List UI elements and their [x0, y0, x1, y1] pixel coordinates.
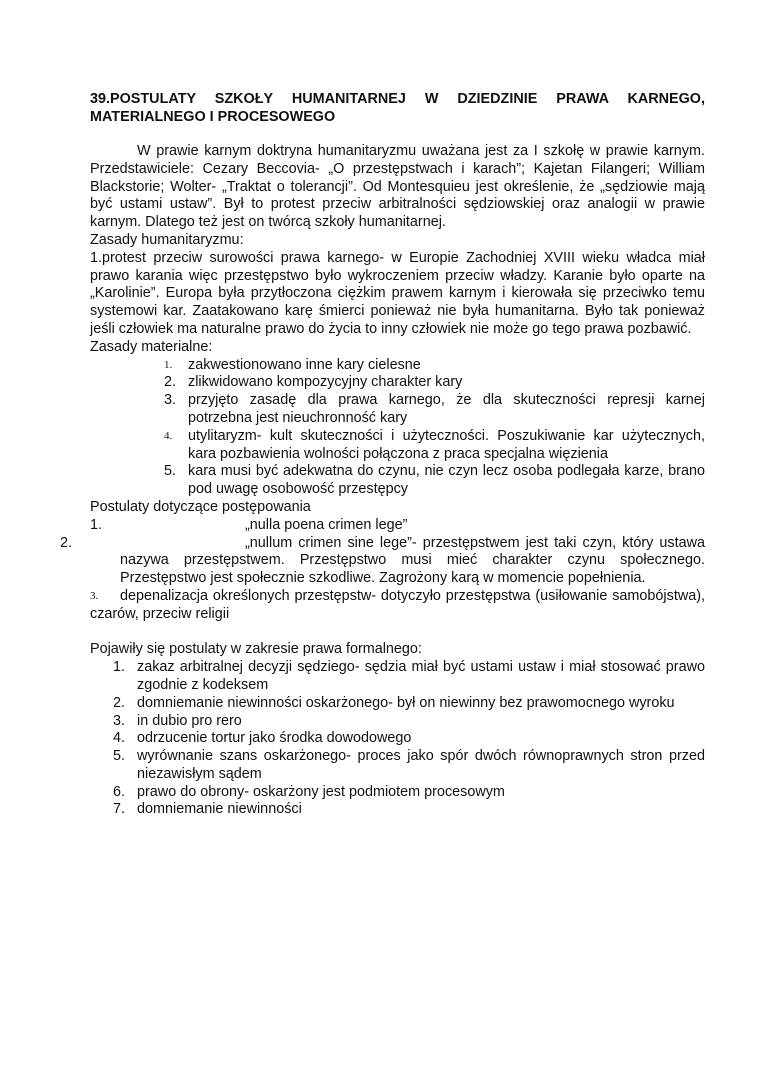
- document-title: 39.POSTULATY SZKOŁY HUMANITARNEJ W DZIEDZINIE PRAWA KARNEGO, MATERIALNEGO I PROCESOWEGO: [90, 91, 705, 125]
- list-item: 5. kara musi być adekwatna do czynu, nie czyn lecz osoba podlegała karze, brano pod uwagę osobowość przestępcy: [164, 463, 705, 498]
- humanitarianism-paragraph: 1.protest przeciw surowości prawa karnego- w Europie Zachodniej XVIII wieku władca miał prawo karania więc przestępstwo było wykroczeniem przeciw władzy. Karanie było oparte na „Karolinie”. Europa była przytłoczona ciężkim prawem karnym i kierowała się przeciwko temu systemowi kar. Zaatakowano karę śmierci ponieważ nie była humanitarna. Było tak ponieważ jeśli człowiek ma naturalne prawo do życia to inny człowiek nie może go tego prawa pozbawić.: [90, 249, 705, 337]
- list-item: 4. utylitaryzm- kult skuteczności i użyteczności. Poszukiwanie kar użytecznych, kara pozbawienia wolności połączona z praca specjalna więzienia: [164, 427, 705, 462]
- document-page: [60, 90, 705, 819]
- list-item: 4. odrzucenie tortur jako środka dowodowego: [113, 730, 412, 747]
- list-item: 3. przyjęto zasadę dla prawa karnego, że dla skuteczności represji karnej potrzebna jest nieuchronność kary: [164, 392, 705, 426]
- list-item: 1. zakwestionowano inne kary cielesne: [164, 356, 421, 373]
- list-item: 2. domniemanie niewinności oskarżonego- był on niewinny bez prawomocnego wyroku: [113, 694, 675, 711]
- procedure-item: 1. „nulla poena crimen lege”: [90, 516, 408, 533]
- humanitarianism-heading: Zasady humanitaryzmu:: [90, 231, 244, 248]
- list-item: 7. domniemanie niewinności: [113, 801, 302, 818]
- procedure-heading: Postulaty dotyczące postępowania: [90, 498, 311, 515]
- material-heading: Zasady materialne:: [90, 338, 213, 355]
- formal-heading: Pojawiły się postulaty w zakresie prawa formalnego:: [90, 641, 422, 658]
- material-list: [90, 357, 705, 499]
- procedure-item: 3. depenalizacja określonych przestępstw- dotyczyło przestępstwa (usiłowanie samobójstwa), czarów, przeciw religii: [90, 587, 705, 622]
- list-item: 6. prawo do obrony- oskarżony jest podmiotem procesowym: [113, 783, 505, 800]
- list-item: 5. wyrównanie szans oskarżonego- proces jako spór dwóch równoprawnych stron przed niezawisłym sądem: [113, 748, 705, 782]
- list-item: 2. zlikwidowano kompozycyjny charakter kary: [164, 374, 463, 391]
- procedure-item: 2. „nullum crimen sine lege”- przestępstwem jest taki czyn, który ustawa nazywa przestępstwem. Przestępstwo musi mieć charakter czynu społecznego. Przestępstwo jest społecznie szkodliwe. Zagrożony karą w momencie popełnienia.: [60, 534, 705, 587]
- blank-line: [90, 624, 705, 642]
- list-item: 1. zakaz arbitralnej decyzji sędziego- sędzia miał być ustami ustaw i miał stosować prawo zgodnie z kodeksem: [113, 659, 705, 693]
- list-item: 3. in dubio pro rero: [113, 712, 242, 729]
- intro-paragraph: W prawie karnym doktryna humanitaryzmu uważana jest za I szkołę w prawie karnym. Przedstawiciele: Cezary Beccovia- „O przestępstwach i karach”; Kajetan Filangeri; William Blackstorie; Wolter- „Traktat o tolerancji”. Od Montesquieu jest określenie, że „sędziowie mają być ustami ustaw”. Był to protest przeciw arbitralności sędziowskiej oraz analogii w prawie karnym. Dlatego też jest on twórcą szkoły humanitarnej.: [90, 143, 705, 231]
- formal-list: [90, 659, 705, 819]
